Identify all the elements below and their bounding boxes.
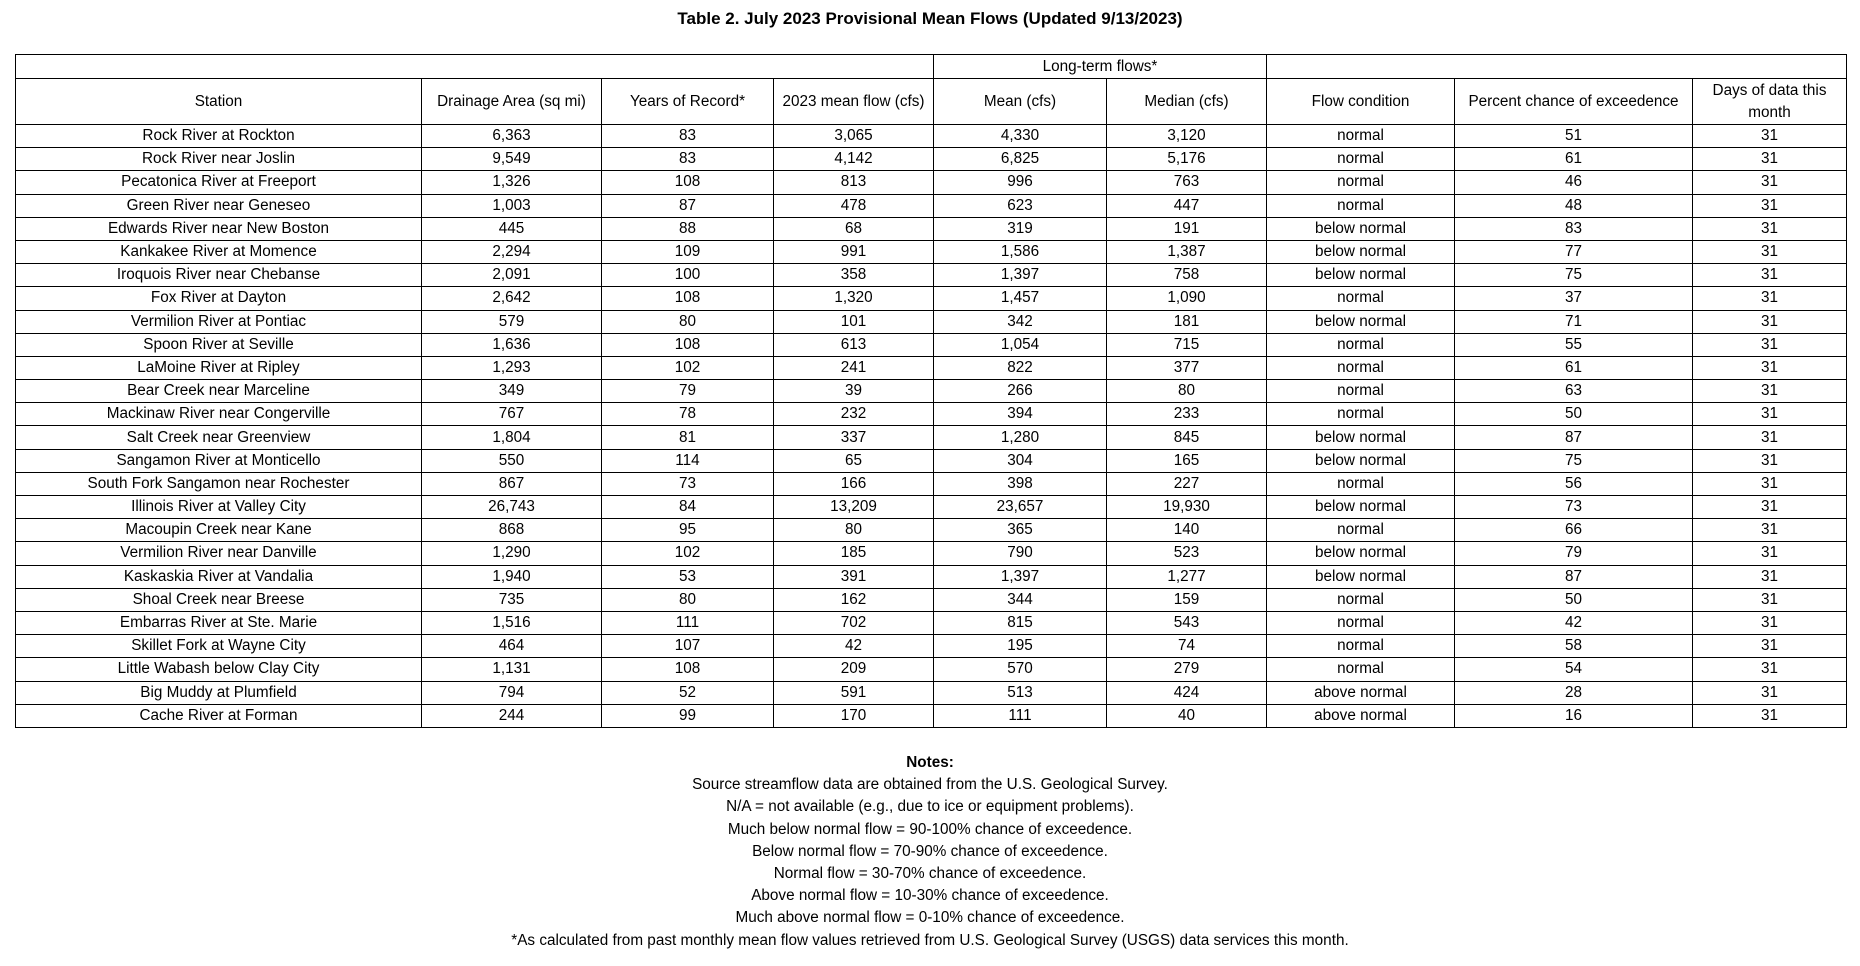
cell-2023-mean-flow: 166 bbox=[774, 472, 934, 495]
note-line: Source streamflow data are obtained from the U.S. Geological Survey. bbox=[692, 776, 1168, 794]
cell-2023-mean-flow: 337 bbox=[774, 426, 934, 449]
cell-median: 377 bbox=[1107, 356, 1267, 379]
cell-mean: 623 bbox=[934, 194, 1107, 217]
cell-median: 191 bbox=[1107, 217, 1267, 240]
cell-years-of-record: 114 bbox=[602, 449, 774, 472]
cell-percent-exceedence: 61 bbox=[1455, 356, 1693, 379]
table-row bbox=[16, 194, 1847, 217]
cell-years-of-record: 100 bbox=[602, 264, 774, 287]
cell-mean: 344 bbox=[934, 588, 1107, 611]
cell-station: Macoupin Creek near Kane bbox=[16, 519, 422, 542]
table-body bbox=[16, 125, 1847, 728]
cell-median: 80 bbox=[1107, 380, 1267, 403]
cell-station: Illinois River at Valley City bbox=[16, 496, 422, 519]
cell-flow-condition: below normal bbox=[1267, 542, 1455, 565]
cell-mean: 570 bbox=[934, 658, 1107, 681]
cell-drainage-area: 1,804 bbox=[422, 426, 602, 449]
cell-flow-condition: below normal bbox=[1267, 310, 1455, 333]
cell-mean: 6,825 bbox=[934, 148, 1107, 171]
cell-days-of-data: 31 bbox=[1693, 681, 1847, 704]
table-row bbox=[16, 635, 1847, 658]
cell-days-of-data: 31 bbox=[1693, 658, 1847, 681]
table-row bbox=[16, 356, 1847, 379]
cell-2023-mean-flow: 1,320 bbox=[774, 287, 934, 310]
column-header-station: Station bbox=[16, 79, 422, 125]
cell-mean: 304 bbox=[934, 449, 1107, 472]
cell-days-of-data: 31 bbox=[1693, 287, 1847, 310]
cell-flow-condition: normal bbox=[1267, 356, 1455, 379]
cell-percent-exceedence: 48 bbox=[1455, 194, 1693, 217]
cell-drainage-area: 867 bbox=[422, 472, 602, 495]
cell-station: Green River near Geneseo bbox=[16, 194, 422, 217]
column-header-flow-condition: Flow condition bbox=[1267, 79, 1455, 125]
cell-mean: 996 bbox=[934, 171, 1107, 194]
cell-median: 424 bbox=[1107, 681, 1267, 704]
note-line: Normal flow = 30-70% chance of exceedence. bbox=[773, 865, 1087, 883]
cell-2023-mean-flow: 813 bbox=[774, 171, 934, 194]
cell-percent-exceedence: 28 bbox=[1455, 681, 1693, 704]
table-row bbox=[16, 496, 1847, 519]
cell-percent-exceedence: 87 bbox=[1455, 565, 1693, 588]
cell-2023-mean-flow: 991 bbox=[774, 240, 934, 263]
cell-median: 140 bbox=[1107, 519, 1267, 542]
table-row bbox=[16, 704, 1847, 727]
cell-days-of-data: 31 bbox=[1693, 380, 1847, 403]
cell-percent-exceedence: 71 bbox=[1455, 310, 1693, 333]
cell-days-of-data: 31 bbox=[1693, 333, 1847, 356]
cell-median: 1,387 bbox=[1107, 240, 1267, 263]
cell-years-of-record: 78 bbox=[602, 403, 774, 426]
table-row bbox=[16, 658, 1847, 681]
table-row bbox=[16, 681, 1847, 704]
cell-years-of-record: 111 bbox=[602, 611, 774, 634]
column-header-percent-exceedence: Percent chance of exceedence bbox=[1455, 79, 1693, 125]
cell-days-of-data: 31 bbox=[1693, 704, 1847, 727]
cell-percent-exceedence: 83 bbox=[1455, 217, 1693, 240]
table-title: Table 2. July 2023 Provisional Mean Flows (Updated 9/13/2023) bbox=[677, 9, 1183, 28]
group-header-blank-left bbox=[16, 55, 934, 79]
table-row bbox=[16, 217, 1847, 240]
cell-years-of-record: 109 bbox=[602, 240, 774, 263]
cell-median: 233 bbox=[1107, 403, 1267, 426]
cell-2023-mean-flow: 358 bbox=[774, 264, 934, 287]
cell-flow-condition: normal bbox=[1267, 658, 1455, 681]
cell-mean: 822 bbox=[934, 356, 1107, 379]
table-row bbox=[16, 588, 1847, 611]
column-header-years-of-record: Years of Record* bbox=[602, 79, 774, 125]
cell-station: Skillet Fork at Wayne City bbox=[16, 635, 422, 658]
cell-percent-exceedence: 54 bbox=[1455, 658, 1693, 681]
table-row bbox=[16, 542, 1847, 565]
cell-median: 447 bbox=[1107, 194, 1267, 217]
cell-percent-exceedence: 87 bbox=[1455, 426, 1693, 449]
cell-station: Sangamon River at Monticello bbox=[16, 449, 422, 472]
column-header-mean: Mean (cfs) bbox=[934, 79, 1107, 125]
cell-days-of-data: 31 bbox=[1693, 171, 1847, 194]
cell-drainage-area: 1,293 bbox=[422, 356, 602, 379]
cell-mean: 790 bbox=[934, 542, 1107, 565]
cell-drainage-area: 6,363 bbox=[422, 125, 602, 148]
cell-drainage-area: 349 bbox=[422, 380, 602, 403]
cell-station: Pecatonica River at Freeport bbox=[16, 171, 422, 194]
table-row bbox=[16, 264, 1847, 287]
cell-median: 227 bbox=[1107, 472, 1267, 495]
cell-mean: 23,657 bbox=[934, 496, 1107, 519]
cell-mean: 4,330 bbox=[934, 125, 1107, 148]
cell-days-of-data: 31 bbox=[1693, 125, 1847, 148]
cell-years-of-record: 95 bbox=[602, 519, 774, 542]
cell-days-of-data: 31 bbox=[1693, 217, 1847, 240]
cell-flow-condition: above normal bbox=[1267, 704, 1455, 727]
cell-drainage-area: 579 bbox=[422, 310, 602, 333]
cell-station: Kaskaskia River at Vandalia bbox=[16, 565, 422, 588]
cell-years-of-record: 88 bbox=[602, 217, 774, 240]
cell-years-of-record: 79 bbox=[602, 380, 774, 403]
cell-flow-condition: below normal bbox=[1267, 449, 1455, 472]
cell-median: 19,930 bbox=[1107, 496, 1267, 519]
table-row bbox=[16, 287, 1847, 310]
cell-median: 1,277 bbox=[1107, 565, 1267, 588]
cell-median: 165 bbox=[1107, 449, 1267, 472]
column-header-2023-mean-flow: 2023 mean flow (cfs) bbox=[774, 79, 934, 125]
cell-drainage-area: 735 bbox=[422, 588, 602, 611]
cell-years-of-record: 108 bbox=[602, 171, 774, 194]
cell-2023-mean-flow: 209 bbox=[774, 658, 934, 681]
cell-station: Kankakee River at Momence bbox=[16, 240, 422, 263]
cell-station: Fox River at Dayton bbox=[16, 287, 422, 310]
cell-flow-condition: below normal bbox=[1267, 426, 1455, 449]
cell-percent-exceedence: 50 bbox=[1455, 403, 1693, 426]
cell-percent-exceedence: 77 bbox=[1455, 240, 1693, 263]
cell-drainage-area: 1,516 bbox=[422, 611, 602, 634]
cell-mean: 342 bbox=[934, 310, 1107, 333]
cell-flow-condition: normal bbox=[1267, 403, 1455, 426]
table-row bbox=[16, 449, 1847, 472]
cell-station: Vermilion River at Pontiac bbox=[16, 310, 422, 333]
cell-flow-condition: normal bbox=[1267, 333, 1455, 356]
cell-2023-mean-flow: 478 bbox=[774, 194, 934, 217]
cell-flow-condition: below normal bbox=[1267, 217, 1455, 240]
cell-years-of-record: 52 bbox=[602, 681, 774, 704]
cell-drainage-area: 2,091 bbox=[422, 264, 602, 287]
group-header-long-term-flows: Long-term flows* bbox=[934, 55, 1267, 79]
cell-drainage-area: 1,290 bbox=[422, 542, 602, 565]
table-row bbox=[16, 125, 1847, 148]
cell-mean: 365 bbox=[934, 519, 1107, 542]
cell-days-of-data: 31 bbox=[1693, 310, 1847, 333]
cell-percent-exceedence: 75 bbox=[1455, 264, 1693, 287]
cell-drainage-area: 1,131 bbox=[422, 658, 602, 681]
cell-2023-mean-flow: 591 bbox=[774, 681, 934, 704]
cell-flow-condition: normal bbox=[1267, 611, 1455, 634]
cell-mean: 815 bbox=[934, 611, 1107, 634]
table-row bbox=[16, 310, 1847, 333]
column-header-drainage-area: Drainage Area (sq mi) bbox=[422, 79, 602, 125]
cell-flow-condition: below normal bbox=[1267, 565, 1455, 588]
cell-2023-mean-flow: 613 bbox=[774, 333, 934, 356]
cell-2023-mean-flow: 162 bbox=[774, 588, 934, 611]
cell-2023-mean-flow: 391 bbox=[774, 565, 934, 588]
cell-drainage-area: 244 bbox=[422, 704, 602, 727]
cell-years-of-record: 53 bbox=[602, 565, 774, 588]
cell-percent-exceedence: 46 bbox=[1455, 171, 1693, 194]
cell-2023-mean-flow: 232 bbox=[774, 403, 934, 426]
cell-drainage-area: 1,636 bbox=[422, 333, 602, 356]
cell-median: 159 bbox=[1107, 588, 1267, 611]
table-row bbox=[16, 148, 1847, 171]
cell-years-of-record: 108 bbox=[602, 658, 774, 681]
cell-flow-condition: normal bbox=[1267, 287, 1455, 310]
cell-percent-exceedence: 66 bbox=[1455, 519, 1693, 542]
notes-heading: Notes: bbox=[906, 754, 954, 771]
cell-years-of-record: 80 bbox=[602, 310, 774, 333]
cell-years-of-record: 108 bbox=[602, 333, 774, 356]
cell-flow-condition: normal bbox=[1267, 588, 1455, 611]
cell-2023-mean-flow: 4,142 bbox=[774, 148, 934, 171]
note-line: N/A = not available (e.g., due to ice or equipment problems). bbox=[726, 798, 1134, 816]
note-line: Below normal flow = 70-90% chance of exceedence. bbox=[752, 842, 1108, 860]
cell-percent-exceedence: 56 bbox=[1455, 472, 1693, 495]
cell-station: South Fork Sangamon near Rochester bbox=[16, 472, 422, 495]
cell-days-of-data: 31 bbox=[1693, 449, 1847, 472]
cell-days-of-data: 31 bbox=[1693, 356, 1847, 379]
cell-station: Mackinaw River near Congerville bbox=[16, 403, 422, 426]
cell-days-of-data: 31 bbox=[1693, 635, 1847, 658]
cell-percent-exceedence: 50 bbox=[1455, 588, 1693, 611]
cell-station: Shoal Creek near Breese bbox=[16, 588, 422, 611]
cell-drainage-area: 445 bbox=[422, 217, 602, 240]
table-row bbox=[16, 333, 1847, 356]
cell-mean: 195 bbox=[934, 635, 1107, 658]
cell-mean: 1,586 bbox=[934, 240, 1107, 263]
cell-drainage-area: 2,294 bbox=[422, 240, 602, 263]
cell-mean: 1,457 bbox=[934, 287, 1107, 310]
cell-days-of-data: 31 bbox=[1693, 403, 1847, 426]
cell-station: Cache River at Forman bbox=[16, 704, 422, 727]
cell-days-of-data: 31 bbox=[1693, 194, 1847, 217]
table-row bbox=[16, 171, 1847, 194]
cell-mean: 513 bbox=[934, 681, 1107, 704]
cell-percent-exceedence: 51 bbox=[1455, 125, 1693, 148]
cell-years-of-record: 83 bbox=[602, 125, 774, 148]
cell-station: LaMoine River at Ripley bbox=[16, 356, 422, 379]
note-line: Much above normal flow = 0-10% chance of exceedence. bbox=[735, 909, 1125, 927]
cell-station: Rock River near Joslin bbox=[16, 148, 422, 171]
cell-2023-mean-flow: 68 bbox=[774, 217, 934, 240]
table-group-header-row bbox=[16, 55, 1847, 79]
cell-years-of-record: 87 bbox=[602, 194, 774, 217]
table-row bbox=[16, 611, 1847, 634]
mean-flows-table bbox=[15, 54, 1847, 728]
column-header-median: Median (cfs) bbox=[1107, 79, 1267, 125]
cell-drainage-area: 1,326 bbox=[422, 171, 602, 194]
cell-percent-exceedence: 75 bbox=[1455, 449, 1693, 472]
cell-median: 5,176 bbox=[1107, 148, 1267, 171]
cell-percent-exceedence: 42 bbox=[1455, 611, 1693, 634]
cell-days-of-data: 31 bbox=[1693, 472, 1847, 495]
table-row bbox=[16, 380, 1847, 403]
cell-mean: 266 bbox=[934, 380, 1107, 403]
cell-station: Little Wabash below Clay City bbox=[16, 658, 422, 681]
cell-drainage-area: 868 bbox=[422, 519, 602, 542]
cell-mean: 1,054 bbox=[934, 333, 1107, 356]
cell-median: 543 bbox=[1107, 611, 1267, 634]
table-row bbox=[16, 519, 1847, 542]
cell-drainage-area: 794 bbox=[422, 681, 602, 704]
cell-years-of-record: 83 bbox=[602, 148, 774, 171]
cell-percent-exceedence: 79 bbox=[1455, 542, 1693, 565]
cell-drainage-area: 1,003 bbox=[422, 194, 602, 217]
cell-flow-condition: normal bbox=[1267, 380, 1455, 403]
cell-median: 74 bbox=[1107, 635, 1267, 658]
table-row bbox=[16, 240, 1847, 263]
cell-station: Iroquois River near Chebanse bbox=[16, 264, 422, 287]
cell-days-of-data: 31 bbox=[1693, 240, 1847, 263]
cell-mean: 394 bbox=[934, 403, 1107, 426]
table-column-header-row bbox=[16, 79, 1847, 125]
cell-years-of-record: 102 bbox=[602, 542, 774, 565]
cell-median: 3,120 bbox=[1107, 125, 1267, 148]
cell-median: 1,090 bbox=[1107, 287, 1267, 310]
cell-2023-mean-flow: 101 bbox=[774, 310, 934, 333]
cell-median: 715 bbox=[1107, 333, 1267, 356]
cell-days-of-data: 31 bbox=[1693, 519, 1847, 542]
cell-median: 523 bbox=[1107, 542, 1267, 565]
cell-flow-condition: normal bbox=[1267, 635, 1455, 658]
cell-mean: 1,280 bbox=[934, 426, 1107, 449]
cell-station: Embarras River at Ste. Marie bbox=[16, 611, 422, 634]
cell-mean: 1,397 bbox=[934, 264, 1107, 287]
cell-flow-condition: normal bbox=[1267, 171, 1455, 194]
cell-2023-mean-flow: 170 bbox=[774, 704, 934, 727]
cell-years-of-record: 80 bbox=[602, 588, 774, 611]
cell-days-of-data: 31 bbox=[1693, 148, 1847, 171]
cell-station: Edwards River near New Boston bbox=[16, 217, 422, 240]
note-line: Above normal flow = 10-30% chance of exceedence. bbox=[751, 887, 1109, 905]
cell-median: 845 bbox=[1107, 426, 1267, 449]
note-line: Much below normal flow = 90-100% chance of exceedence. bbox=[727, 820, 1133, 838]
table-row bbox=[16, 565, 1847, 588]
cell-years-of-record: 81 bbox=[602, 426, 774, 449]
cell-days-of-data: 31 bbox=[1693, 565, 1847, 588]
cell-flow-condition: normal bbox=[1267, 472, 1455, 495]
cell-flow-condition: above normal bbox=[1267, 681, 1455, 704]
cell-station: Big Muddy at Plumfield bbox=[16, 681, 422, 704]
cell-2023-mean-flow: 241 bbox=[774, 356, 934, 379]
cell-flow-condition: below normal bbox=[1267, 496, 1455, 519]
cell-percent-exceedence: 63 bbox=[1455, 380, 1693, 403]
cell-percent-exceedence: 37 bbox=[1455, 287, 1693, 310]
cell-2023-mean-flow: 13,209 bbox=[774, 496, 934, 519]
group-header-blank-right bbox=[1267, 55, 1847, 79]
cell-station: Rock River at Rockton bbox=[16, 125, 422, 148]
note-line: *As calculated from past monthly mean flow values retrieved from U.S. Geological Survey (USGS) data services this month. bbox=[511, 931, 1349, 949]
cell-station: Salt Creek near Greenview bbox=[16, 426, 422, 449]
table-row bbox=[16, 472, 1847, 495]
cell-2023-mean-flow: 3,065 bbox=[774, 125, 934, 148]
cell-drainage-area: 1,940 bbox=[422, 565, 602, 588]
cell-station: Bear Creek near Marceline bbox=[16, 380, 422, 403]
cell-percent-exceedence: 55 bbox=[1455, 333, 1693, 356]
cell-2023-mean-flow: 42 bbox=[774, 635, 934, 658]
cell-drainage-area: 767 bbox=[422, 403, 602, 426]
cell-percent-exceedence: 61 bbox=[1455, 148, 1693, 171]
cell-flow-condition: below normal bbox=[1267, 264, 1455, 287]
cell-2023-mean-flow: 702 bbox=[774, 611, 934, 634]
cell-flow-condition: normal bbox=[1267, 125, 1455, 148]
cell-median: 763 bbox=[1107, 171, 1267, 194]
cell-days-of-data: 31 bbox=[1693, 496, 1847, 519]
cell-mean: 1,397 bbox=[934, 565, 1107, 588]
notes-section bbox=[0, 752, 1860, 952]
cell-days-of-data: 31 bbox=[1693, 542, 1847, 565]
cell-median: 279 bbox=[1107, 658, 1267, 681]
cell-drainage-area: 26,743 bbox=[422, 496, 602, 519]
cell-flow-condition: below normal bbox=[1267, 240, 1455, 263]
cell-2023-mean-flow: 65 bbox=[774, 449, 934, 472]
notes-lines bbox=[0, 774, 1860, 952]
cell-years-of-record: 108 bbox=[602, 287, 774, 310]
cell-station: Vermilion River near Danville bbox=[16, 542, 422, 565]
cell-mean: 398 bbox=[934, 472, 1107, 495]
cell-days-of-data: 31 bbox=[1693, 588, 1847, 611]
cell-median: 40 bbox=[1107, 704, 1267, 727]
cell-years-of-record: 102 bbox=[602, 356, 774, 379]
cell-flow-condition: normal bbox=[1267, 194, 1455, 217]
cell-years-of-record: 73 bbox=[602, 472, 774, 495]
cell-years-of-record: 99 bbox=[602, 704, 774, 727]
cell-drainage-area: 464 bbox=[422, 635, 602, 658]
cell-days-of-data: 31 bbox=[1693, 264, 1847, 287]
cell-percent-exceedence: 16 bbox=[1455, 704, 1693, 727]
cell-flow-condition: normal bbox=[1267, 148, 1455, 171]
cell-percent-exceedence: 73 bbox=[1455, 496, 1693, 519]
cell-years-of-record: 107 bbox=[602, 635, 774, 658]
cell-flow-condition: normal bbox=[1267, 519, 1455, 542]
cell-mean: 319 bbox=[934, 217, 1107, 240]
cell-days-of-data: 31 bbox=[1693, 611, 1847, 634]
table-row bbox=[16, 403, 1847, 426]
cell-days-of-data: 31 bbox=[1693, 426, 1847, 449]
cell-drainage-area: 550 bbox=[422, 449, 602, 472]
cell-median: 181 bbox=[1107, 310, 1267, 333]
table-row bbox=[16, 426, 1847, 449]
cell-drainage-area: 2,642 bbox=[422, 287, 602, 310]
column-header-days-of-data: Days of data this month bbox=[1693, 79, 1847, 125]
cell-years-of-record: 84 bbox=[602, 496, 774, 519]
cell-median: 758 bbox=[1107, 264, 1267, 287]
cell-2023-mean-flow: 80 bbox=[774, 519, 934, 542]
cell-2023-mean-flow: 39 bbox=[774, 380, 934, 403]
cell-2023-mean-flow: 185 bbox=[774, 542, 934, 565]
cell-mean: 111 bbox=[934, 704, 1107, 727]
cell-station: Spoon River at Seville bbox=[16, 333, 422, 356]
cell-drainage-area: 9,549 bbox=[422, 148, 602, 171]
cell-percent-exceedence: 58 bbox=[1455, 635, 1693, 658]
